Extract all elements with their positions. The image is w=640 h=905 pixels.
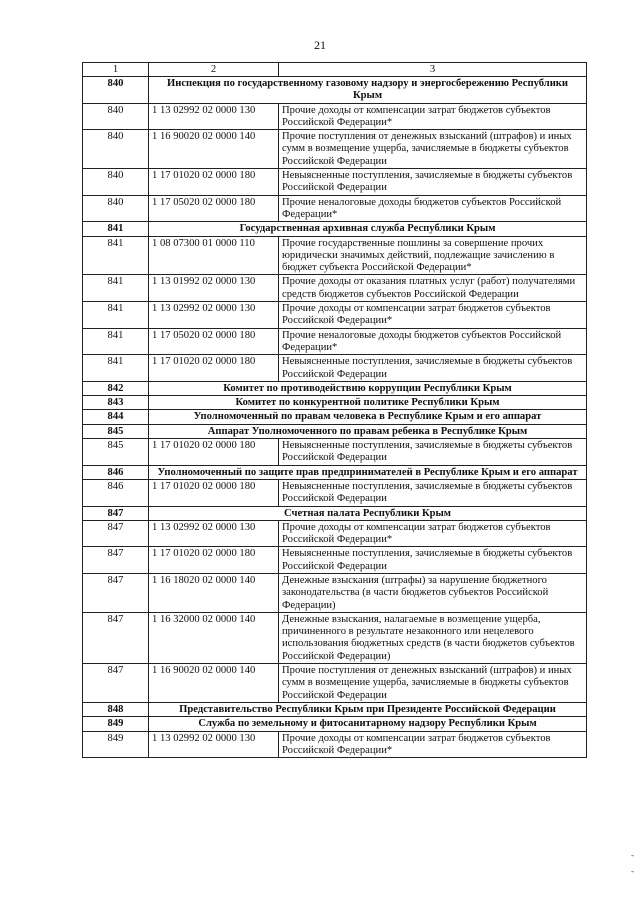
admin-code-cell: 844	[83, 410, 149, 424]
header-cell-1: 1	[83, 63, 149, 77]
edge-mark: -	[631, 866, 634, 876]
section-title-cell: Инспекция по государственному газовому надзору и энергосбережению Республики Крым	[149, 77, 587, 104]
section-title-cell: Комитет по противодействию коррупции Республики Крым	[149, 381, 587, 395]
section-title-cell: Служба по земельному и фитосанитарному надзору Республики Крым	[149, 717, 587, 731]
budget-code-cell: 1 08 07300 01 0000 110	[149, 236, 279, 275]
admin-code-cell: 841	[83, 236, 149, 275]
admin-code-cell: 846	[83, 479, 149, 506]
revenue-description-cell: Невыясненные поступления, зачисляемые в бюджеты субъектов Российской Федерации	[279, 439, 587, 466]
budget-code-cell: 1 17 01020 02 0000 180	[149, 479, 279, 506]
table-row	[83, 664, 587, 703]
budget-code-cell: 1 13 02992 02 0000 130	[149, 731, 279, 758]
revenue-description-cell: Прочие доходы от компенсации затрат бюджетов субъектов Российской Федерации*	[279, 302, 587, 329]
table-row	[83, 439, 587, 466]
table-row	[83, 355, 587, 382]
section-title-cell: Уполномоченный по правам человека в Республике Крым и его аппарат	[149, 410, 587, 424]
revenue-description-cell: Прочие доходы от компенсации затрат бюджетов субъектов Российской Федерации*	[279, 520, 587, 547]
table-header-row	[83, 63, 587, 77]
admin-code-cell: 848	[83, 702, 149, 716]
section-row	[83, 396, 587, 410]
section-title-cell: Комитет по конкурентной политике Республики Крым	[149, 396, 587, 410]
table-row	[83, 275, 587, 302]
admin-code-cell: 847	[83, 506, 149, 520]
admin-code-cell: 841	[83, 355, 149, 382]
section-title-cell: Государственная архивная служба Республики Крым	[149, 222, 587, 236]
budget-code-cell: 1 17 01020 02 0000 180	[149, 439, 279, 466]
section-row	[83, 222, 587, 236]
section-row	[83, 717, 587, 731]
budget-code-cell: 1 17 05020 02 0000 180	[149, 328, 279, 355]
admin-code-cell: 847	[83, 573, 149, 612]
revenue-description-cell: Прочие доходы от компенсации затрат бюджетов субъектов Российской Федерации*	[279, 731, 587, 758]
budget-code-cell: 1 16 90020 02 0000 140	[149, 664, 279, 703]
budget-code-cell: 1 17 01020 02 0000 180	[149, 355, 279, 382]
table-row	[83, 195, 587, 222]
budget-code-cell: 1 13 02992 02 0000 130	[149, 302, 279, 329]
table-body	[83, 63, 587, 758]
section-title-cell: Уполномоченный по защите прав предпринимателей в Республике Крым и его аппарат	[149, 465, 587, 479]
admin-code-cell: 842	[83, 381, 149, 395]
edge-mark: -	[631, 850, 634, 860]
table-row	[83, 302, 587, 329]
admin-code-cell: 841	[83, 302, 149, 329]
revenue-codes-table	[82, 62, 587, 758]
budget-code-cell: 1 16 32000 02 0000 140	[149, 612, 279, 663]
table-row	[83, 479, 587, 506]
section-row	[83, 381, 587, 395]
admin-code-cell: 840	[83, 103, 149, 130]
admin-code-cell: 845	[83, 424, 149, 438]
section-row	[83, 465, 587, 479]
revenue-description-cell: Прочие доходы от оказания платных услуг (работ) получателями средств бюджетов субъектов Российской Федерации	[279, 275, 587, 302]
budget-code-cell: 1 16 90020 02 0000 140	[149, 130, 279, 169]
table-row	[83, 103, 587, 130]
admin-code-cell: 840	[83, 195, 149, 222]
admin-code-cell: 847	[83, 664, 149, 703]
table-row	[83, 547, 587, 574]
header-cell-3: 3	[279, 63, 587, 77]
admin-code-cell: 847	[83, 612, 149, 663]
revenue-description-cell: Прочие поступления от денежных взысканий (штрафов) и иных сумм в возмещение ущерба, зачисляемые в бюджеты субъектов Российской Федерации	[279, 130, 587, 169]
admin-code-cell: 840	[83, 169, 149, 196]
admin-code-cell: 841	[83, 328, 149, 355]
revenue-description-cell: Невыясненные поступления, зачисляемые в бюджеты субъектов Российской Федерации	[279, 479, 587, 506]
admin-code-cell: 841	[83, 222, 149, 236]
revenue-description-cell: Прочие государственные пошлины за совершение прочих юридически значимых действий, подлежащие зачислению в бюджет субъекта Российской Федерации*	[279, 236, 587, 275]
header-cell-2: 2	[149, 63, 279, 77]
table-row	[83, 612, 587, 663]
section-row	[83, 77, 587, 104]
admin-code-cell: 847	[83, 547, 149, 574]
budget-code-cell: 1 13 01992 02 0000 130	[149, 275, 279, 302]
table-row	[83, 130, 587, 169]
budget-code-cell: 1 17 01020 02 0000 180	[149, 547, 279, 574]
section-row	[83, 410, 587, 424]
budget-code-cell: 1 13 02992 02 0000 130	[149, 103, 279, 130]
revenue-description-cell: Невыясненные поступления, зачисляемые в бюджеты субъектов Российской Федерации	[279, 547, 587, 574]
admin-code-cell: 849	[83, 717, 149, 731]
admin-code-cell: 840	[83, 77, 149, 104]
revenue-description-cell: Прочие неналоговые доходы бюджетов субъектов Российской Федерации*	[279, 195, 587, 222]
page-number: 21	[314, 38, 326, 52]
revenue-description-cell: Невыясненные поступления, зачисляемые в бюджеты субъектов Российской Федерации	[279, 169, 587, 196]
budget-code-cell: 1 17 01020 02 0000 180	[149, 169, 279, 196]
section-row	[83, 424, 587, 438]
admin-code-cell: 843	[83, 396, 149, 410]
revenue-description-cell: Прочие неналоговые доходы бюджетов субъектов Российской Федерации*	[279, 328, 587, 355]
budget-code-cell: 1 17 05020 02 0000 180	[149, 195, 279, 222]
table-row	[83, 573, 587, 612]
budget-code-cell: 1 16 18020 02 0000 140	[149, 573, 279, 612]
admin-code-cell: 845	[83, 439, 149, 466]
section-row	[83, 702, 587, 716]
budget-code-cell: 1 13 02992 02 0000 130	[149, 520, 279, 547]
admin-code-cell: 847	[83, 520, 149, 547]
table-row	[83, 328, 587, 355]
section-title-cell: Представительство Республики Крым при Президенте Российской Федерации	[149, 702, 587, 716]
revenue-description-cell: Прочие доходы от компенсации затрат бюджетов субъектов Российской Федерации*	[279, 103, 587, 130]
revenue-description-cell: Невыясненные поступления, зачисляемые в бюджеты субъектов Российской Федерации	[279, 355, 587, 382]
section-title-cell: Аппарат Уполномоченного по правам ребенка в Республике Крым	[149, 424, 587, 438]
section-title-cell: Счетная палата Республики Крым	[149, 506, 587, 520]
table-row	[83, 236, 587, 275]
admin-code-cell: 846	[83, 465, 149, 479]
revenue-description-cell: Прочие поступления от денежных взысканий (штрафов) и иных сумм в возмещение ущерба, зачисляемые в бюджеты субъектов Российской Федерации	[279, 664, 587, 703]
table-row	[83, 169, 587, 196]
admin-code-cell: 840	[83, 130, 149, 169]
admin-code-cell: 849	[83, 731, 149, 758]
table-row	[83, 520, 587, 547]
table-row	[83, 731, 587, 758]
admin-code-cell: 841	[83, 275, 149, 302]
revenue-description-cell: Денежные взыскания (штрафы) за нарушение бюджетного законодательства (в части бюджетов субъектов Российской Федерации)	[279, 573, 587, 612]
section-row	[83, 506, 587, 520]
revenue-description-cell: Денежные взыскания, налагаемые в возмещение ущерба, причиненного в результате незаконного или нецелевого использования бюджетных средств (в части бюджетов субъектов Российской Федерации)	[279, 612, 587, 663]
